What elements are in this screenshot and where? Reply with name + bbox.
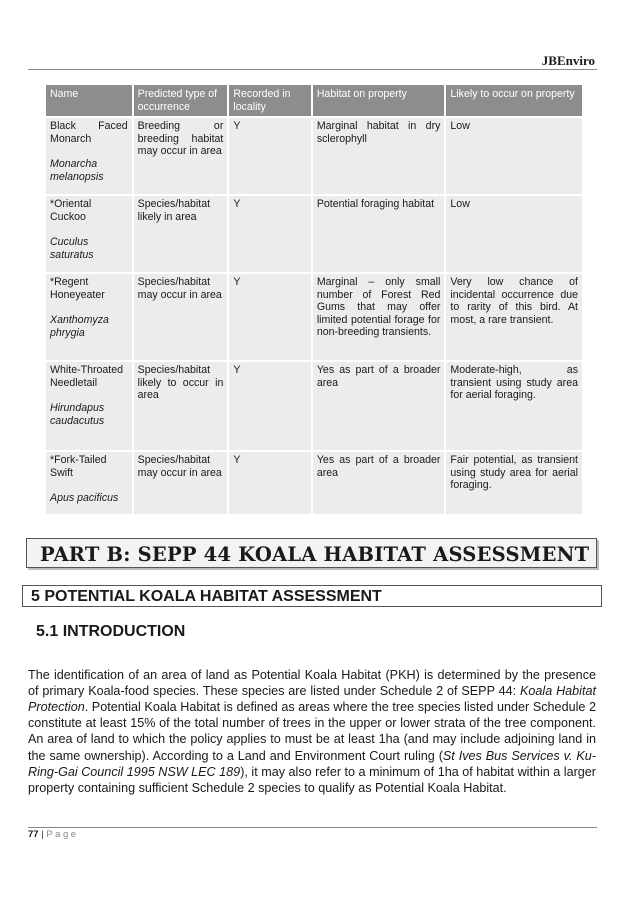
- scientific-name: Cuculus saturatus: [50, 236, 94, 261]
- species-name-cell: [46, 452, 132, 514]
- table-header-row: [46, 85, 582, 116]
- brand-header: JBEnviro: [541, 53, 595, 68]
- likely-cell: Low: [446, 118, 582, 194]
- common-name: *Oriental Cuckoo: [50, 198, 92, 223]
- page-word: Page: [46, 829, 79, 840]
- paragraph-italic-title: Koala Habitat Protection: [28, 683, 596, 714]
- paragraph-text: . Potential Koala Habitat is defined as areas where the tree species listed under Schedule 2 constitute at least 15% of the total number of trees in the upper or lower strata of the tree component. An area of land to which the policy applies to must be at least 1ha (and may include adjoining land in the same ownership). According to a Land and Environment Court ruling (: [28, 700, 596, 763]
- table-row: [46, 118, 582, 194]
- predicted-cell: Breeding or breeding habitat may occur in area: [134, 118, 228, 194]
- section-5-heading: 5 POTENTIAL KOALA HABITAT ASSESSMENT: [22, 585, 602, 607]
- habitat-cell: Marginal – only small number of Forest Red Gums that may offer limited potential forage for non-breeding transients.: [313, 274, 445, 360]
- scientific-name: Xanthomyza phrygia: [50, 314, 109, 339]
- column-header-habitat: Habitat on property: [313, 85, 445, 116]
- predicted-cell: Species/habitat likely to occur in area: [134, 362, 228, 450]
- common-name: White-Throated Needletail: [50, 364, 124, 389]
- table-row: [46, 452, 582, 514]
- common-name: Black Faced Monarch: [50, 120, 128, 145]
- recorded-cell: Y: [229, 118, 310, 194]
- paragraph-italic-case: St Ives Bus Services v. Ku-Ring-Gai Council 1995 NSW LEC 189: [28, 748, 596, 779]
- habitat-cell: Potential foraging habitat: [313, 196, 445, 272]
- table-row: [46, 274, 582, 360]
- table-row: [46, 362, 582, 450]
- introduction-paragraph: [28, 667, 596, 797]
- common-name: *Regent Honeyeater: [50, 276, 105, 301]
- likely-cell: Moderate-high, as transient using study area for aerial foraging.: [446, 362, 582, 450]
- habitat-cell: Yes as part of a broader area: [313, 362, 445, 450]
- likely-cell: Very low chance of incidental occurrence due to rarity of this bird. At most, a rare transient.: [446, 274, 582, 360]
- footer-divider: [28, 827, 597, 828]
- common-name: *Fork-Tailed Swift: [50, 454, 107, 479]
- page-number: 77: [28, 829, 39, 840]
- species-name-cell: [46, 274, 132, 360]
- paragraph-text: The identification of an area of land as Potential Koala Habitat (PKH) is determined by the presence of primary Koala-food species. These species are listed under Schedule 2 of SEPP 44:: [28, 667, 596, 698]
- species-name-cell: [46, 196, 132, 272]
- scientific-name: Hirundapus caudacutus: [50, 402, 105, 427]
- column-header-recorded: Recorded in locality: [229, 85, 310, 116]
- paragraph-text: ), it may also refer to a minimum of 1ha of habitat within a larger property containing sufficient Schedule 2 species to qualify as Potential Koala Habitat.: [28, 764, 596, 796]
- recorded-cell: Y: [229, 362, 310, 450]
- recorded-cell: Y: [229, 452, 310, 514]
- recorded-cell: Y: [229, 274, 310, 360]
- section-5-1-heading: 5.1 INTRODUCTION: [36, 623, 186, 640]
- likely-cell: Fair potential, as transient using study area for aerial foraging.: [446, 452, 582, 514]
- column-header-likely: Likely to occur on property: [446, 85, 582, 116]
- footer-separator: |: [38, 829, 47, 840]
- species-name-cell: [46, 362, 132, 450]
- likely-cell: Low: [446, 196, 582, 272]
- header-divider: [28, 69, 597, 70]
- predicted-cell: Species/habitat may occur in area: [134, 452, 228, 514]
- column-header-name: Name: [46, 85, 132, 116]
- scientific-name: Monarcha melanopsis: [50, 158, 104, 183]
- page-footer: [28, 829, 79, 840]
- habitat-cell: Yes as part of a broader area: [313, 452, 445, 514]
- predicted-cell: Species/habitat likely in area: [134, 196, 228, 272]
- recorded-cell: Y: [229, 196, 310, 272]
- species-name-cell: [46, 118, 132, 194]
- species-table: [44, 83, 584, 516]
- scientific-name: Apus pacificus: [50, 492, 119, 504]
- table-row: [46, 196, 582, 272]
- part-b-banner: PART B: SEPP 44 KOALA HABITAT ASSESSMENT: [26, 538, 597, 568]
- column-header-predicted: Predicted type of occurrence: [134, 85, 228, 116]
- predicted-cell: Species/habitat may occur in area: [134, 274, 228, 360]
- habitat-cell: Marginal habitat in dry sclerophyll: [313, 118, 445, 194]
